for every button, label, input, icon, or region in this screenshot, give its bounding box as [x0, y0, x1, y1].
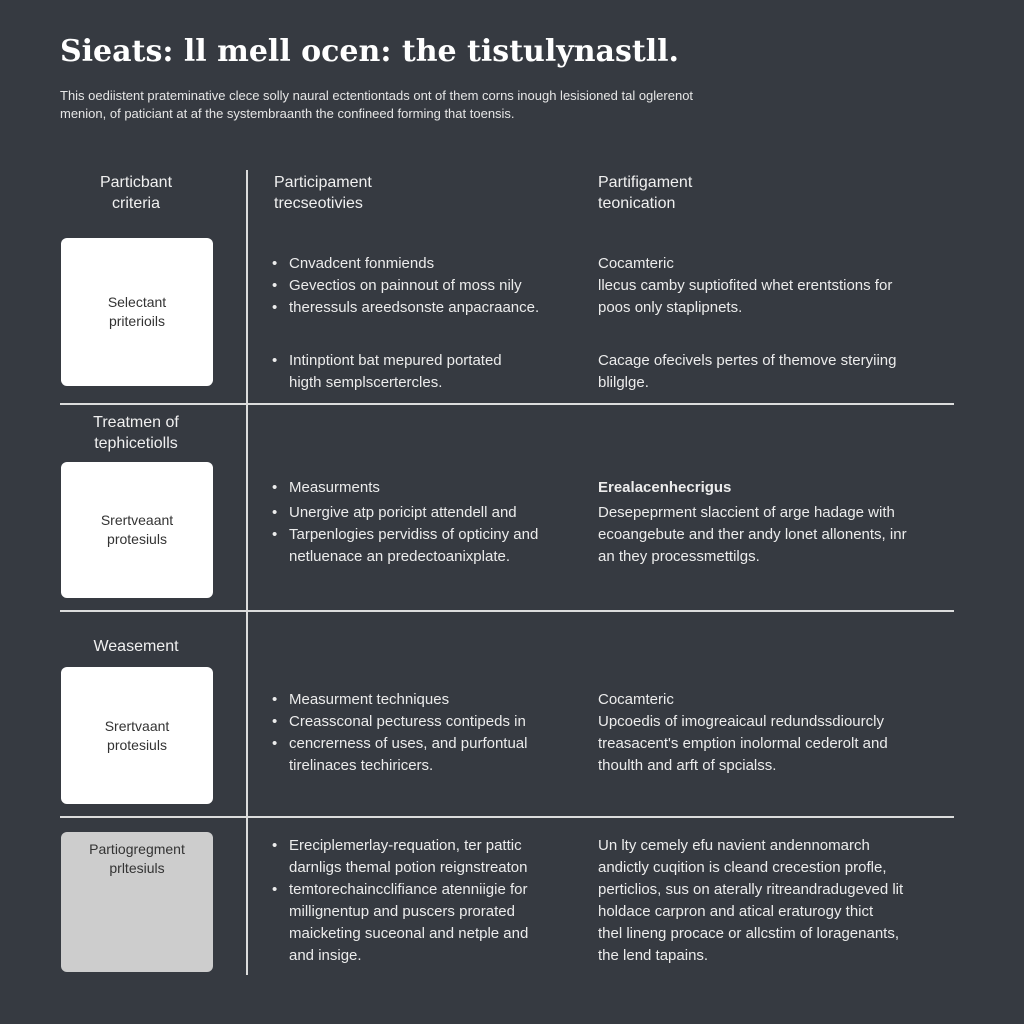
- list-item: • Tarpenlogies pervidiss of opticiny and: [272, 524, 572, 546]
- header-line: Participament: [274, 174, 372, 191]
- list-item: netluenace an predectoanixplate.: [289, 548, 511, 565]
- header-application: [598, 172, 692, 214]
- header-criteria: [60, 172, 212, 214]
- detail-line: thel lineng procace or allcstim of loragenants,: [598, 925, 899, 942]
- list-item: darnligs themal potion reignstreaton: [289, 859, 528, 876]
- detail-line: an they processmettilgs.: [598, 548, 760, 565]
- card-line: Partiogregment: [89, 841, 185, 857]
- card-line: Selectant: [107, 294, 167, 310]
- header-line: Particbant: [99, 174, 173, 191]
- list-item: tirelinaces techiricers.: [289, 757, 434, 774]
- page-title: Sieats: ll mell ocen: the tistulynastll.: [60, 34, 679, 69]
- list-item: • cencrerness of uses, and purfontual: [272, 733, 572, 755]
- list-item: • Measurment techniques: [272, 689, 572, 711]
- criteria-card: [61, 238, 213, 386]
- row-label-line: Weasement: [93, 638, 179, 655]
- detail-line: treasacent's emption inolormal cederolt and: [598, 735, 888, 752]
- detail-line: Cocamteric: [598, 691, 674, 708]
- detail-line: ecoangebute and ther andy lonet allonents, inr: [598, 526, 907, 543]
- activity-list: [272, 253, 572, 394]
- row-divider: [60, 816, 954, 818]
- row-label: [60, 636, 212, 657]
- list-item: millignentup and puscers prorated: [289, 903, 515, 920]
- list-item: • Gevectios on painnout of moss nily: [272, 275, 572, 297]
- list-item: and insige.: [289, 947, 362, 964]
- intro-line: This oediistent prateminative clece solly naural ectentiontads ont of them corns inough lesisioned tal oglerenot: [60, 88, 694, 103]
- column-divider: [246, 170, 248, 975]
- detail-line: the lend tapains.: [598, 947, 709, 964]
- card-line: Srertvaant: [104, 717, 170, 734]
- detail-heading: Erealacenhecrigus: [598, 479, 732, 496]
- treatment-card: [61, 462, 213, 598]
- detail-line: Cocamteric: [598, 255, 674, 272]
- detail-line: poos only staplipnets.: [598, 299, 743, 316]
- list-spacer: [272, 319, 572, 350]
- application-text: [598, 253, 948, 394]
- list-item: • Intinptiont bat mepured portated: [272, 350, 572, 372]
- row-divider: [60, 610, 954, 612]
- list-item: • temtorechaincclifiance atenniigie for: [272, 879, 572, 901]
- row-divider: [60, 403, 954, 405]
- detail-line: perticlios, sus on aterally ritreandradugeved lit: [598, 881, 904, 898]
- application-text: [598, 835, 948, 967]
- detail-line: Upcoedis of imogreaicaul redundssdiourcly: [598, 713, 884, 730]
- detail-line: blilglge.: [598, 374, 649, 391]
- detail-line: Desepeprment slaccient of arge hadage with: [598, 504, 895, 521]
- measurement-card: [61, 667, 213, 804]
- list-item: • Cnvadcent fonmiends: [272, 253, 572, 275]
- activity-list: [272, 689, 572, 777]
- header-line: trecseotivies: [274, 195, 363, 212]
- header-activities: [274, 172, 372, 214]
- list-item: maicketing suceonal and netple and: [289, 925, 529, 942]
- list-item: • Measurments: [272, 477, 572, 499]
- list-item: • Creassconal pecturess contipeds in: [272, 711, 572, 733]
- card-line: protesiuls: [107, 531, 167, 547]
- detail-line: Cacage ofecivels pertes of themove steryiing: [598, 352, 897, 369]
- row-label-line: tephicetiolls: [94, 435, 178, 452]
- card-line: protesiuls: [107, 736, 167, 753]
- list-item: • Ereciplemerlay-requation, ter pattic: [272, 835, 572, 857]
- participation-card: [61, 832, 213, 972]
- detail-line: andictly cuqition is cleand crecestion profle,: [598, 859, 887, 876]
- intro-line: menion, of paticiant at af the systembraanth the confineed forming that toensis.: [60, 106, 515, 121]
- detail-spacer: [598, 319, 948, 350]
- card-line: Srertveaant: [100, 512, 174, 528]
- header-line: teonication: [598, 195, 676, 212]
- list-item: • Unergive atp poricipt attendell and: [272, 502, 572, 524]
- list-item: higth semplscertercles.: [289, 374, 443, 391]
- application-text: [598, 689, 948, 777]
- list-item: • theressuls areedsonste anpacraance.: [272, 297, 572, 319]
- row-label-line: Treatmen of: [93, 414, 179, 431]
- detail-line: Un lty cemely efu navient andennomarch: [598, 837, 870, 854]
- row-label: [60, 412, 212, 454]
- intro-paragraph: [60, 87, 960, 123]
- card-line: priterioils: [108, 313, 165, 329]
- card-line: prltesiuls: [109, 860, 165, 876]
- activity-list: [272, 477, 572, 568]
- header-line: Partifigament: [598, 174, 693, 191]
- activity-list: [272, 835, 572, 967]
- header-line: criteria: [111, 195, 160, 212]
- detail-line: holdace carpron and atical eraturogy thict: [598, 903, 874, 920]
- detail-line: thoulth and arft of spcialss.: [598, 757, 777, 774]
- detail-line: llecus camby suptiofited whet erentstions for: [598, 277, 893, 294]
- application-text: [598, 477, 948, 568]
